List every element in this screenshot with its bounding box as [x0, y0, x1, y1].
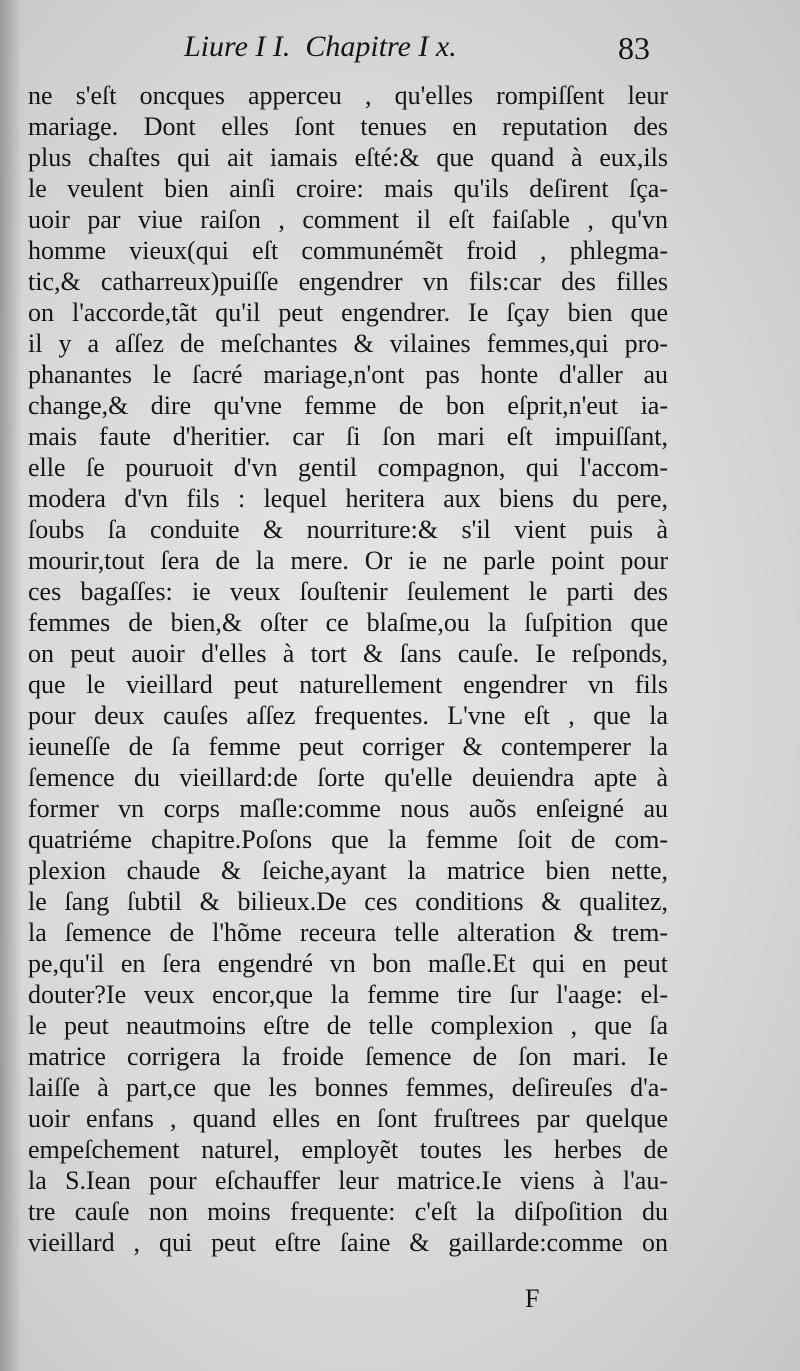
text-line: ne s'eſt oncques apperceu , qu'elles rompiſſent leur [28, 81, 668, 110]
running-head: Liure I I. Chapitre I x. [184, 30, 457, 63]
text-line: le ſang ſubtil & bilieux.De ces conditions & qualitez, [28, 887, 668, 916]
text-line: plexion chaude & ſeiche,ayant la matrice bien nette, [28, 856, 668, 885]
text-line: change,& dire qu'vne femme de bon eſprit,n'eut ia- [28, 391, 668, 420]
text-line: tic,& catharreux)puiſſe engendrer vn fils:car des filles [28, 267, 668, 296]
text-line: vieillard , qui peut eſtre ſaine & gaillarde:comme on [28, 1228, 668, 1257]
text-line: laiſſe à part,ce que les bonnes femmes, deſireuſes d'a- [28, 1073, 668, 1102]
text-line: ſoubs ſa conduite & nourriture:& s'il vient puis à [28, 515, 668, 544]
text-line: pe,qu'il en ſera engendré vn bon maſle.Et qui en peut [28, 949, 668, 978]
text-line: quatriéme chapitre.Poſons que la femme ſoit de com- [28, 825, 668, 854]
text-line: elle ſe pouruoit d'vn gentil compagnon, qui l'accom- [28, 453, 668, 482]
text-line: la S.Iean pour eſchauffer leur matrice.Ie viens à l'au- [28, 1166, 668, 1195]
text-line: plus chaſtes qui ait iamais eſté:& que quand à eux,ils [28, 143, 668, 172]
text-line: modera d'vn fils : lequel heritera aux biens du pere, [28, 484, 668, 513]
text-line: la ſemence de l'hõme receura telle alteration & trem- [28, 918, 668, 947]
text-line: que le vieillard peut naturellement engendrer vn fils [28, 670, 668, 699]
text-line: uoir enfans , quand elles en ſont fruſtrees par quelque [28, 1104, 668, 1133]
text-line: on l'accorde,tãt qu'il peut engendrer. Ie ſçay bien que [28, 298, 668, 327]
text-line: ieuneſſe de ſa femme peut corriger & contemperer la [28, 732, 668, 761]
text-line: femmes de bien,& oſter ce blaſme,ou la ſuſpition que [28, 608, 668, 637]
text-line: il y a aſſez de meſchantes & vilaines femmes,qui pro- [28, 329, 668, 358]
text-line: le peut neautmoins eſtre de telle complexion , que ſa [28, 1011, 668, 1040]
text-line: ces bagaſſes: ie veux ſouſtenir ſeulement le parti des [28, 577, 668, 606]
text-line: ſemence du vieillard:de ſorte qu'elle deuiendra apte à [28, 763, 668, 792]
body-text [28, 80, 668, 1258]
text-line: on peut auoir d'elles à tort & ſans cauſe. Ie reſponds, [28, 639, 668, 668]
text-line: le veulent bien ainſi croire: mais qu'ils deſirent ſça- [28, 174, 668, 203]
text-line: homme vieux(qui eſt communémẽt froid , phlegma- [28, 236, 668, 265]
signature-mark: F [525, 1284, 540, 1313]
text-line: phanantes le ſacré mariage,n'ont pas honte d'aller au [28, 360, 668, 389]
page-header [0, 26, 800, 70]
text-line: pour deux cauſes aſſez frequentes. L'vne eſt , que la [28, 701, 668, 730]
text-line: empeſchement naturel, employẽt toutes les herbes de [28, 1135, 668, 1164]
page-number: 83 [618, 30, 650, 66]
text-line: uoir par viue raiſon , comment il eſt faiſable , qu'vn [28, 205, 668, 234]
text-line: mariage. Dont elles ſont tenues en reputation des [28, 112, 668, 141]
gutter-shadow [0, 0, 22, 1371]
text-line: mourir,tout ſera de la mere. Or ie ne parle point pour [28, 546, 668, 575]
text-line: former vn corps maſle:comme nous auõs enſeigné au [28, 794, 668, 823]
text-line: tre cauſe non moins frequente: c'eſt la diſpoſition du [28, 1197, 668, 1226]
text-line: douter?Ie veux encor,que la femme tire ſur l'aage: el- [28, 980, 668, 1009]
text-line: matrice corrigera la froide ſemence de ſon mari. Ie [28, 1042, 668, 1071]
text-line: mais faute d'heritier. car ſi ſon mari eſt impuiſſant, [28, 422, 668, 451]
